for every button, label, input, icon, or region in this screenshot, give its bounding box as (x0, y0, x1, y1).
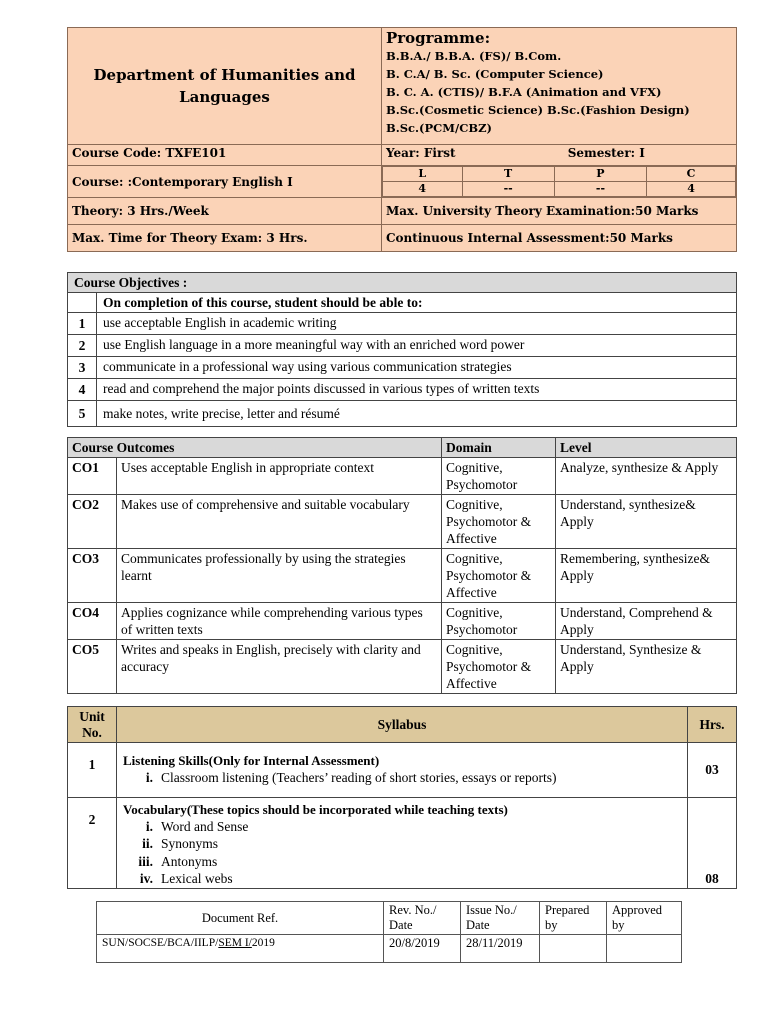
ref-suffix: 2019 (251, 937, 275, 949)
objectives-intro: On completion of this course, student should be able to: (97, 293, 737, 313)
objective-num: 4 (68, 379, 97, 401)
syllabus-unit-row (68, 743, 737, 798)
item-numeral: i. (145, 770, 153, 785)
item-numeral: iv. (139, 871, 153, 886)
course-name: Course: :Contemporary English I (68, 166, 382, 198)
objective-text: use English language in a more meaningful way with an enriched word power (97, 335, 737, 357)
item-numeral: i. (145, 818, 153, 834)
department-name: Department of Humanities and Languages (68, 28, 382, 145)
level-header: Level (556, 438, 737, 458)
ltpc-label: L (383, 167, 463, 182)
course-code: Course Code: TXFE101 (68, 145, 382, 166)
objectives-blank-cell (68, 293, 97, 313)
outcome-domain: Cognitive, Psychomotor & Affective (442, 640, 556, 694)
objectives-title: Course Objectives : (68, 273, 737, 293)
objective-num: 2 (68, 335, 97, 357)
unit-title: Vocabulary (123, 801, 187, 817)
unit-content (117, 743, 688, 798)
unit-content (117, 797, 688, 888)
ref-underlined: SEM I/ (218, 937, 252, 949)
syllabus-item (123, 818, 681, 836)
outcome-row (68, 495, 737, 549)
programme-label: Programme: (386, 29, 491, 47)
outcomes-header: Course Outcomes (68, 438, 442, 458)
syllabus-header: Syllabus (117, 707, 688, 743)
ltpc-value: 4 (383, 182, 463, 197)
objective-text: communicate in a professional way using various communication strategies (97, 357, 737, 379)
outcome-text: Makes use of comprehensive and suitable vocabulary (117, 495, 442, 549)
ltpc-cell (382, 166, 737, 198)
objective-row (68, 335, 737, 357)
programme-line: B.Sc.(PCM/CBZ) (386, 121, 492, 135)
objective-text: read and comprehend the major points discussed in various types of written texts (97, 379, 737, 401)
outcome-row (68, 458, 737, 495)
programme-line: B.Sc.(Cosmetic Science) B.Sc.(Fashion Design) (386, 103, 690, 117)
item-text: Lexical webs (161, 871, 233, 886)
ltpc-label: C (647, 167, 736, 182)
outcome-level: Analyze, synthesize & Apply (556, 458, 737, 495)
outcome-row (68, 603, 737, 640)
outcome-row (68, 640, 737, 694)
outcome-level: Understand, synthesize& Apply (556, 495, 737, 549)
theory-hours: Theory: 3 Hrs./Week (68, 198, 382, 225)
continuous-assessment: Continuous Internal Assessment:50 Marks (382, 225, 737, 252)
ltpc-label: P (554, 167, 646, 182)
outcome-code: CO3 (68, 549, 117, 603)
issue-value: 28/11/2019 (461, 935, 540, 963)
semester-label: Semester: I (567, 146, 645, 160)
domain-header: Domain (442, 438, 556, 458)
programme-line: B. C. A. (CTIS)/ B.F.A (Animation and VFX) (386, 85, 662, 99)
max-time: Max. Time for Theory Exam: 3 Hrs. (68, 225, 382, 252)
unit-no-header: Unit No. (68, 707, 117, 743)
outcome-level: Understand, Synthesize & Apply (556, 640, 737, 694)
item-numeral: iii. (138, 853, 153, 869)
outcome-domain: Cognitive, Psychomotor & Affective (442, 549, 556, 603)
outcome-row (68, 549, 737, 603)
ltpc-table (382, 166, 736, 197)
syllabus-table (67, 706, 737, 889)
item-numeral: ii. (142, 836, 153, 851)
outcome-text: Communicates professionally by using the strategies learnt (117, 549, 442, 603)
unit-hours: 03 (688, 743, 737, 798)
course-objectives-table (67, 272, 737, 427)
syllabus-item (123, 835, 681, 853)
objective-text: make notes, write precise, letter and résumé (97, 401, 737, 427)
programme-line: B. C.A/ B. Sc. (Computer Science) (386, 67, 604, 81)
unit-note: (These topics should be incorporated while teaching texts) (186, 801, 508, 817)
rev-value: 20/8/2019 (384, 935, 461, 963)
issue-header: Issue No./ Date (461, 902, 540, 935)
course-outcomes-table (67, 437, 737, 694)
unit-note: (Only for Internal Assessment) (208, 753, 380, 768)
item-text: Classroom listening (Teachers’ reading of short stories, essays or reports) (161, 770, 557, 785)
unit-hours: 08 (688, 797, 737, 888)
approved-value (607, 935, 682, 963)
document-ref-table (96, 901, 682, 963)
year-label: Year: First (386, 146, 456, 160)
outcome-level: Understand, Comprehend & Apply (556, 603, 737, 640)
objective-text: use acceptable English in academic writing (97, 313, 737, 335)
outcome-domain: Cognitive, Psychomotor (442, 458, 556, 495)
outcome-text: Uses acceptable English in appropriate context (117, 458, 442, 495)
ltpc-value: -- (554, 182, 646, 197)
unit-number: 1 (68, 743, 117, 798)
objective-row (68, 401, 737, 427)
prepared-header: Prepared by (540, 902, 607, 935)
syllabus-item (123, 769, 681, 787)
outcome-code: CO2 (68, 495, 117, 549)
outcome-domain: Cognitive, Psychomotor (442, 603, 556, 640)
outcome-code: CO4 (68, 603, 117, 640)
objective-row (68, 313, 737, 335)
prepared-value (540, 935, 607, 963)
objective-num: 3 (68, 357, 97, 379)
rev-header: Rev. No./ Date (384, 902, 461, 935)
objective-row (68, 379, 737, 401)
approved-header: Approved by (607, 902, 682, 935)
ref-prefix: SUN/SOCSE/BCA/IILP/ (102, 937, 219, 949)
syllabus-item (123, 853, 681, 871)
programme-cell (382, 28, 737, 145)
doc-ref-value (97, 935, 384, 963)
unit-number: 2 (68, 797, 117, 888)
outcome-code: CO1 (68, 458, 117, 495)
outcome-domain: Cognitive, Psychomotor & Affective (442, 495, 556, 549)
objective-num: 1 (68, 313, 97, 335)
outcome-text: Writes and speaks in English, precisely with clarity and accuracy (117, 640, 442, 694)
hrs-header: Hrs. (688, 707, 737, 743)
year-semester (382, 145, 737, 166)
item-text: Synonyms (161, 836, 219, 851)
doc-ref-label: Document Ref. (97, 902, 384, 935)
ltpc-label: T (462, 167, 554, 182)
programme-line: B.B.A./ B.B.A. (FS)/ B.Com. (386, 49, 562, 63)
outcome-text: Applies cognizance while comprehending various types of written texts (117, 603, 442, 640)
objective-num: 5 (68, 401, 97, 427)
ltpc-value: 4 (647, 182, 736, 197)
outcome-level: Remembering, synthesize& Apply (556, 549, 737, 603)
ltpc-value: -- (462, 182, 554, 197)
max-theory-exam: Max. University Theory Examination:50 Marks (382, 198, 737, 225)
syllabus-item (123, 870, 681, 888)
item-text: Word and Sense (161, 818, 249, 834)
unit-title: Listening Skills (123, 753, 209, 768)
objective-row (68, 357, 737, 379)
item-text: Antonyms (161, 853, 218, 869)
syllabus-unit-row (68, 797, 737, 888)
course-header-table (67, 27, 737, 252)
outcome-code: CO5 (68, 640, 117, 694)
